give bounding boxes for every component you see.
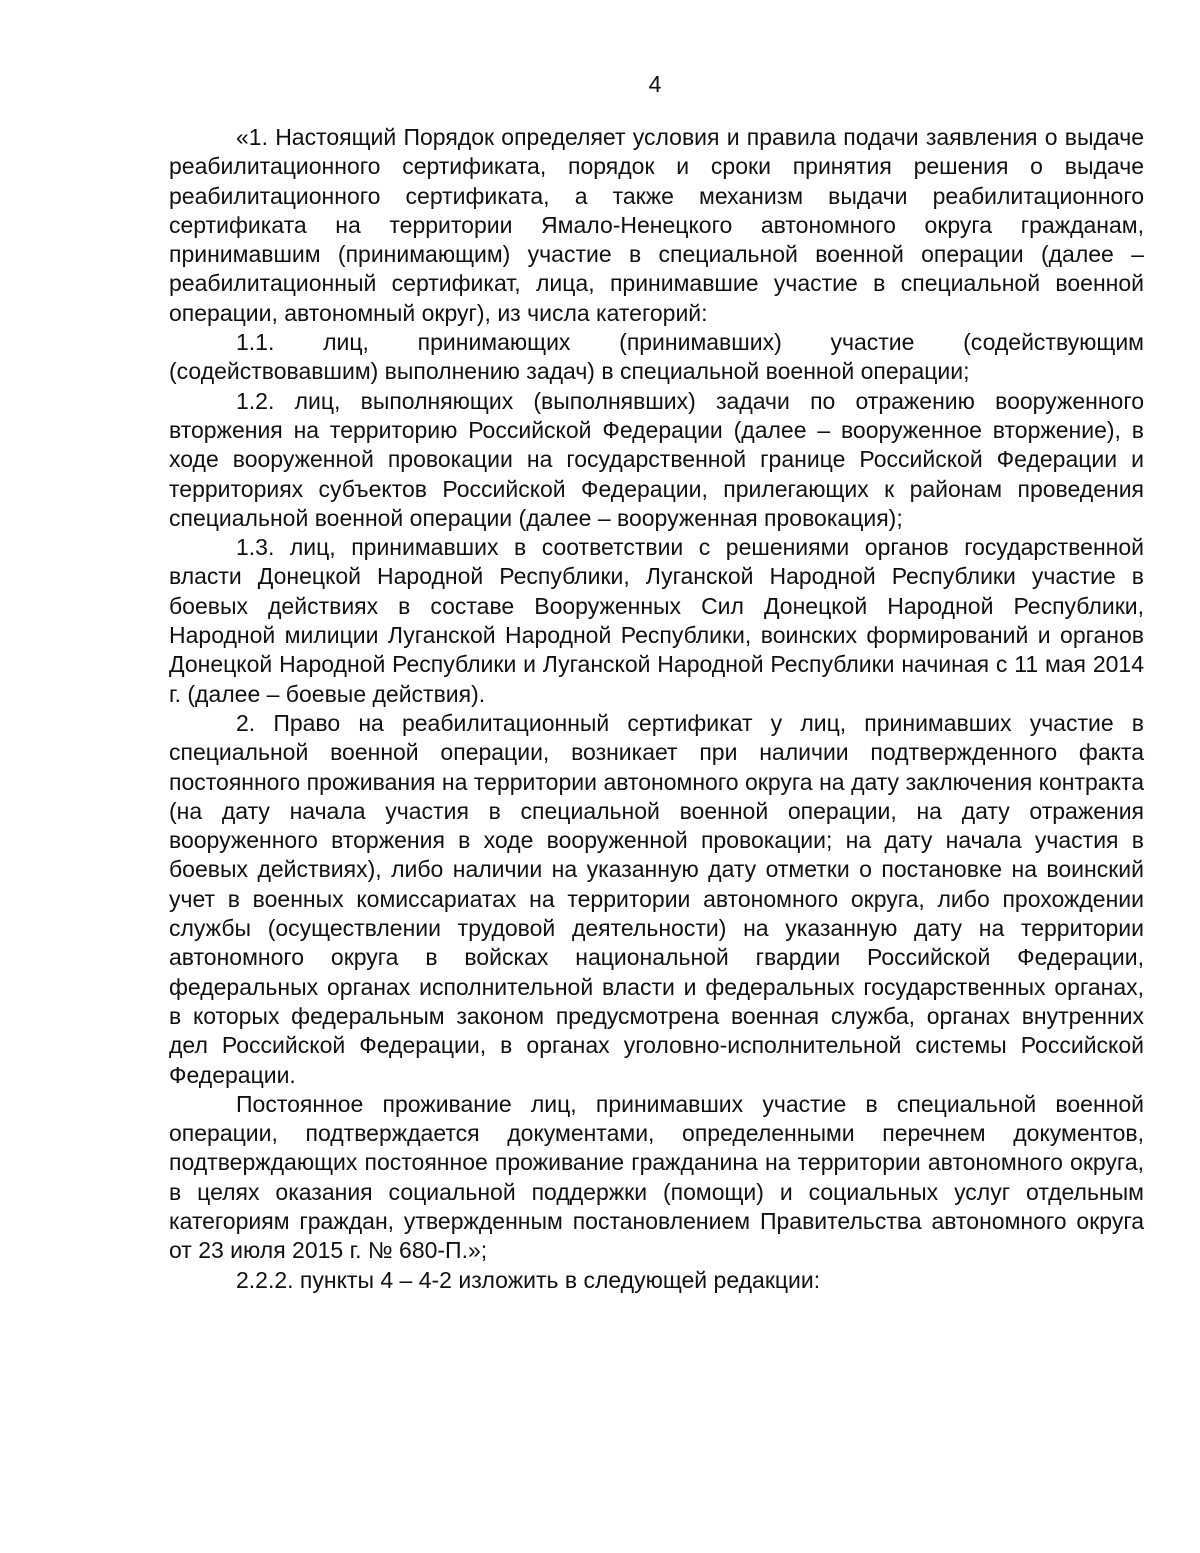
page-number: 4 [648,71,662,97]
paragraph-2-2-2: 2.2.2. пункты 4 – 4-2 изложить в следующей редакции: [236,1266,821,1293]
paragraph-1-1: 1.1. лиц, принимающих (принимавших) участие (содействующим (содействовавшим) выполнению задач) в специальной военной операции; [169,329,1144,385]
paragraph-2: 2. Право на реабилитационный сертификат у лиц, принимавших участие в специальной военной операции, возникает при наличии подтвержденного факта постоянного проживания на территории автономного округа на дату заключения контракта (на дату начала участия в специальной военной операции, на дату отражения вооруженного вторжения в ходе вооруженной провокации; на дату начала участия в боевых действиях), либо наличии на указанную дату отметки о постановке на воинский учет в военных комиссариатах на территории автономного округа, либо прохождении службы (осуществлении трудовой деятельности) на указанную дату на территории автономного округа в войсках национальной гвардии Российской Федерации, федеральных органах исполнительной власти и федеральных государственных органах, в которых федеральным законом предусмотрена военная служба, органах внутренних дел Российской Федерации, в органах уголовно-исполнительной системы Российской Федерации. [169,709,1144,1088]
paragraph-1-2: 1.2. лиц, выполняющих (выполнявших) задачи по отражению вооруженного вторжения на территорию Российской Федерации (далее – вооруженное вторжение), в ходе вооруженной провокации на государственной границе Российской Федерации и территориях субъектов Российской Федерации, прилегающих к районам проведения специальной военной операции (далее – вооруженная провокация); [169,387,1144,531]
document-body [169,123,1144,1295]
paragraph-1-3: 1.3. лиц, принимавших в соответствии с решениями органов государственной власти Донецкой Народной Республики, Луганской Народной Республики участие в боевых действиях в составе Вооруженных Сил Донецкой Народной Республики, Народной милиции Луганской Народной Республики, воинских формирований и органов Донецкой Народной Республики и Луганской Народной Республики начиная с 11 мая 2014 г. (далее – боевые действия). [169,534,1144,707]
paragraph-1: «1. Настоящий Порядок определяет условия и правила подачи заявления о выдаче реабилитационного сертификата, порядок и сроки принятия решения о выдаче реабилитационного сертификата, а также механизм выдачи реабилитационного сертификата на территории Ямало-Ненецкого автономного округа гражданам, принимавшим (принимающим) участие в специальной военной операции (далее – реабилитационный сертификат, лица, принимавшие участие в специальной военной операции, автономный округ), из числа категорий: [169,124,1144,326]
paragraph-permanent-residence: Постоянное проживание лиц, принимавших участие в специальной военной операции, подтверждается документами, определенными перечнем документов, подтверждающих постоянное проживание гражданина на территории автономного округа, в целях оказания социальной поддержки (помощи) и социальных услуг отдельным категориям граждан, утвержденным постановлением Правительства автономного округа от 23 июля 2015 г. № 680-П.»; [169,1090,1144,1264]
